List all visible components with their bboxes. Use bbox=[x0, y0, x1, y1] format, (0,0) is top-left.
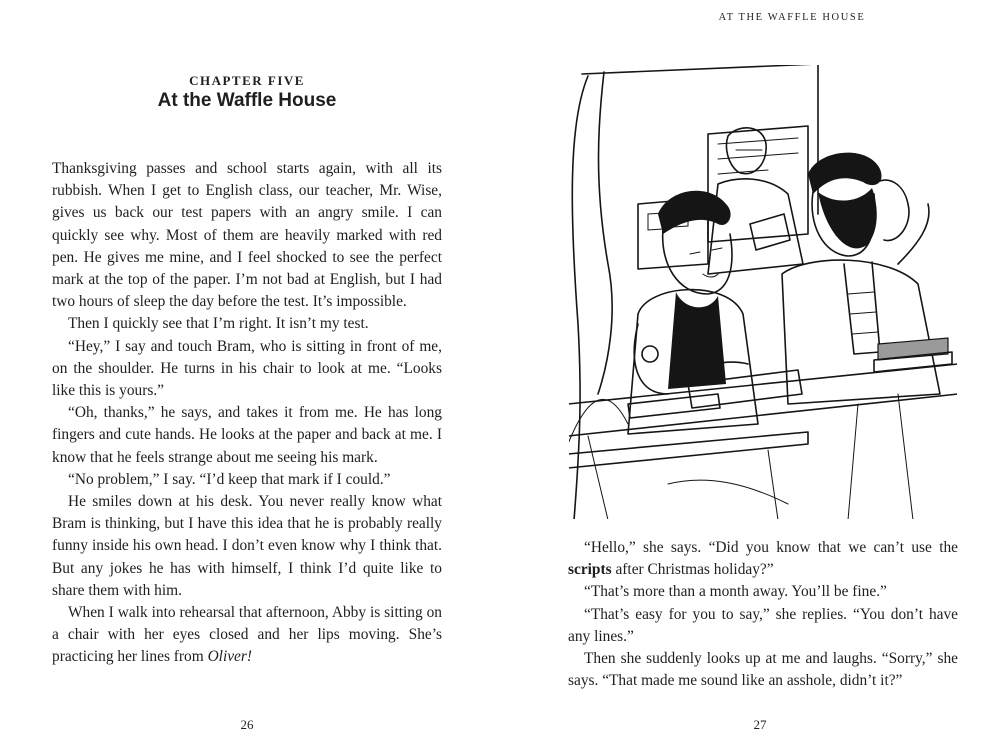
paragraph: “That’s easy for you to say,” she replies. “You don’t have any lines.” bbox=[568, 605, 958, 645]
left-body-text bbox=[52, 158, 442, 669]
paragraph: Then she suddenly looks up at me and laughs. “Sorry,” she says. “That made me sound like an asshole, didn’t it?” bbox=[568, 650, 958, 690]
paragraph bbox=[568, 537, 958, 581]
chapter-title: At the Waffle House bbox=[157, 90, 337, 111]
running-head: AT THE WAFFLE HOUSE bbox=[718, 12, 866, 23]
paragraph: “Oh, thanks,” he says, and takes it from me. He has long fingers and cute hands. He looks at the paper and back at me. I know that he feels strange about me seeing his mark. bbox=[52, 404, 442, 466]
paragraph-text: “Hello,” she says. “Did you know that we can’t use the bbox=[584, 539, 958, 556]
paragraph: “No problem,” I say. “I’d keep that mark if I could.” bbox=[68, 470, 391, 488]
paragraph: “Hey,” I say and touch Bram, who is sitting in front of me, on the shoulder. He turns in his chair to look at me. “Looks like this is yours.” bbox=[52, 337, 442, 400]
illustration-drawing bbox=[568, 64, 958, 520]
paragraph: He smiles down at his desk. You never really know what Bram is thinking, but I have this idea that he is probably really funny inside his own head. I don’t even know why I think that. But any jokes he has with himself, I think I’d quite like to share them with him. bbox=[52, 493, 442, 599]
bold-word: scripts bbox=[568, 561, 612, 579]
paragraph: “That’s more than a month away. You’ll be fine.” bbox=[584, 583, 887, 601]
page-number-left: 26 bbox=[240, 717, 254, 732]
paragraph: Then I quickly see that I’m right. It isn’t my test. bbox=[68, 315, 369, 333]
right-body-text bbox=[568, 537, 958, 692]
classroom-illustration bbox=[568, 64, 958, 520]
paragraph bbox=[52, 602, 442, 669]
paragraph-text: When I walk into rehearsal that afternoon, Abby is sitting on a chair with her eyes closed and her lips moving. She’s practicing her lines from bbox=[52, 604, 442, 666]
paragraph-text: after Christmas holiday?” bbox=[611, 561, 774, 579]
right-page bbox=[500, 0, 1000, 750]
italic-title: Oliver! bbox=[207, 648, 253, 666]
paragraph: Thanksgiving passes and school starts again, with all its rubbish. When I get to English class, our teacher, Mr. Wise, gives us back our test papers with an angry smile. I can quickly see why. Most of them are heavily marked with red pen. He gives me mine, and I feel shocked to see the perfect mark at the top of the paper. I’m not bad at English, but I had two hours of sleep the day before the test. It’s impossible. bbox=[52, 160, 442, 311]
page-number-right: 27 bbox=[753, 717, 767, 732]
chapter-label: CHAPTER FIVE bbox=[189, 73, 305, 88]
